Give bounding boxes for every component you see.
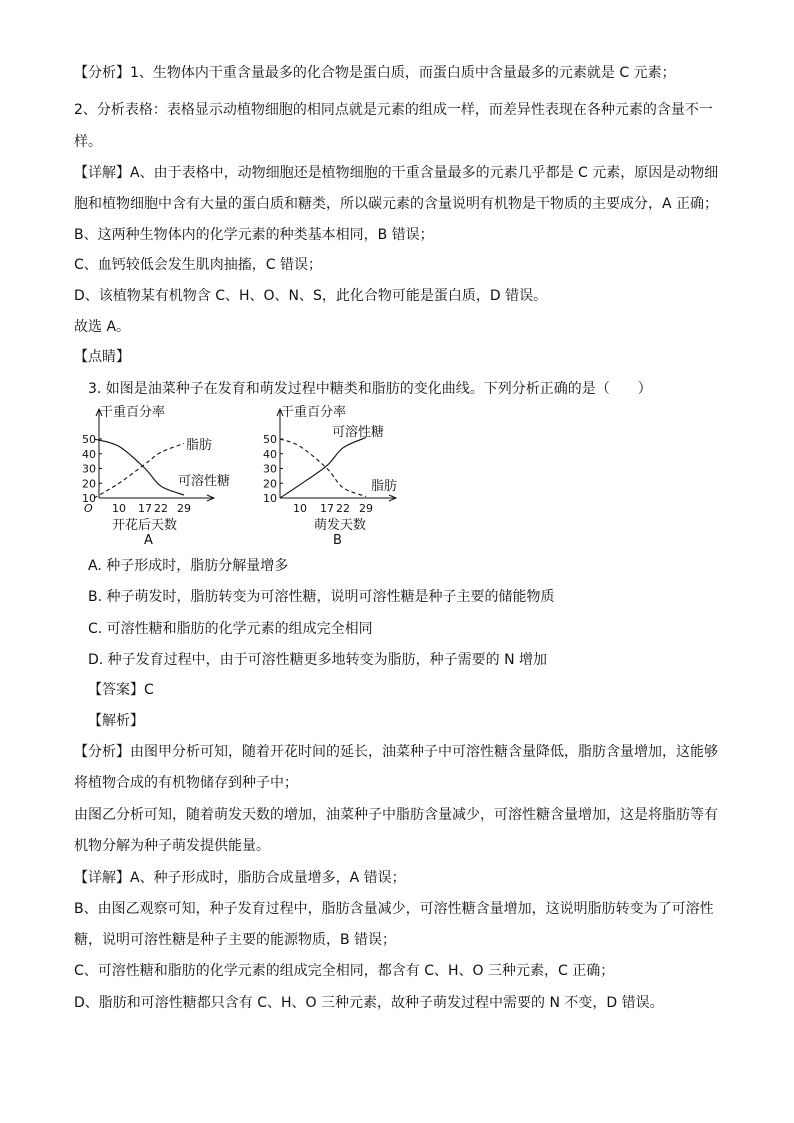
y-tick-label: 10	[263, 492, 277, 505]
series-label: 可溶性糖	[332, 425, 385, 440]
panel-label: A	[144, 533, 153, 548]
choice-line: 故选 A。	[74, 319, 131, 335]
series-line-fat	[280, 439, 366, 497]
exp-detail-line-1: 【详解】A、种子形成时，脂肪合成量增多，A 错误；	[74, 870, 406, 886]
answer: 【答案】C	[88, 682, 154, 698]
detail-line-5: D、该植物某有机物含 C、H、O、N、S，此化合物可能是蛋白质，D 错误。	[74, 288, 548, 304]
y-tick-label: 40	[82, 447, 96, 461]
analysis-line-1: 【分析】1、生物体内干重含量最多的化合物是蛋白质，而蛋白质中含量最多的元素就是 C 元素；	[74, 65, 676, 81]
figure-charts	[74, 404, 494, 554]
detail-line-4: C、血钙较低会发生肌肉抽搐，C 错误；	[74, 257, 322, 273]
x-axis-label: 萌发天数	[314, 518, 367, 533]
y-tick-label: 40	[263, 447, 277, 461]
x-tick-label: 29	[177, 502, 191, 515]
series-label: 可溶性糖	[178, 474, 231, 489]
y-axis-label: 干重百分率	[100, 405, 166, 420]
y-tick-label: 30	[82, 462, 96, 476]
x-tick-label: 22	[336, 502, 350, 515]
series-line-fat	[94, 443, 184, 498]
y-tick-label: 50	[82, 433, 96, 446]
tip-heading: 【点睛】	[74, 349, 130, 365]
exp-detail-line-5: D、脂肪和可溶性糖都只含有 C、H、O 三种元素，故种子萌发过程中需要的 N 不变，D 错误。	[74, 995, 664, 1011]
exp-analysis-line-4: 机物分解为种子萌发提供能量。	[74, 838, 270, 854]
x-tick-label: 10	[112, 502, 126, 515]
exp-detail-line-3: 糖，说明可溶性糖是种子主要的能源物质，B 错误；	[74, 932, 397, 948]
option-d: D. 种子发育过程中，由于可溶性糖更多地转变为脂肪，种子需要的 N 增加	[88, 652, 548, 668]
detail-line-3: B、这两种生物体内的化学元素的种类基本相同，B 错误；	[74, 227, 434, 243]
y-tick-label: 10	[82, 492, 96, 505]
y-tick-label: 30	[263, 462, 277, 476]
explanation-heading: 【解析】	[88, 713, 144, 729]
y-tick-label: 50	[263, 433, 277, 446]
option-b: B. 种子萌发时，脂肪转变为可溶性糖，说明可溶性糖是种子主要的储能物质	[88, 589, 555, 605]
chart-panel-a	[82, 405, 230, 548]
exp-detail-line-2: B、由图乙观察可知，种子发育过程中，脂肪含量减少，可溶性糖含量增加，这说明脂肪转变为了可溶性	[74, 901, 714, 917]
y-axis-label: 干重百分率	[281, 405, 347, 420]
series-line-soluble-sugar	[94, 439, 184, 495]
x-tick-label: 17	[320, 502, 334, 515]
chart-panel-b	[263, 405, 397, 548]
exp-detail-line-4: C、可溶性糖和脂肪的化学元素的组成完全相同，都含有 C、H、O 三种元素，C 正确；	[74, 963, 615, 979]
origin-label: O	[84, 502, 93, 515]
analysis-line-2: 2、分析表格：表格显示动植物细胞的相同点就是元素的组成一样，而差异性表现在各种元素的含量不一	[74, 102, 713, 118]
question-3: 3. 如图是油菜种子在发育和萌发过程中糖类和脂肪的变化曲线。下列分析正确的是（ ）	[88, 381, 652, 397]
exp-analysis-line-1: 【分析】由图甲分析可知，随着开花时间的延长，油菜种子中可溶性糖含量降低，脂肪含量增加，这能够	[74, 744, 718, 760]
option-a: A. 种子形成时，脂肪分解量增多	[88, 558, 289, 574]
x-tick-label: 10	[293, 502, 307, 515]
detail-line-1: 【详解】A、由于表格中，动物细胞还是植物细胞的干重含量最多的元素几乎都是 C 元素，原因是动物细	[74, 165, 719, 181]
y-tick-label: 20	[263, 477, 277, 491]
x-tick-label: 29	[359, 502, 373, 515]
series-label: 脂肪	[186, 438, 213, 453]
exp-analysis-line-3: 由图乙分析可知，随着萌发天数的增加，油菜种子中脂肪含量减少，可溶性糖含量增加，这是将脂肪等有	[74, 807, 718, 823]
series-label: 脂肪	[371, 479, 398, 494]
option-c: C. 可溶性糖和脂肪的化学元素的组成完全相同	[88, 621, 373, 637]
y-tick-label: 20	[82, 477, 96, 491]
x-tick-label: 22	[154, 502, 168, 515]
exp-analysis-line-2: 将植物合成的有机物储存到种子中；	[74, 775, 298, 791]
x-tick-label: 17	[138, 502, 152, 515]
series-line-soluble-sugar	[280, 438, 366, 498]
detail-line-2: 胞和植物细胞中含有大量的蛋白质和糖类，所以碳元素的含量说明有机物是干物质的主要成分，A 正确；	[74, 196, 719, 212]
x-axis-label: 开花后天数	[112, 518, 178, 533]
panel-label: B	[333, 533, 342, 548]
analysis-line-3: 样。	[74, 134, 102, 150]
